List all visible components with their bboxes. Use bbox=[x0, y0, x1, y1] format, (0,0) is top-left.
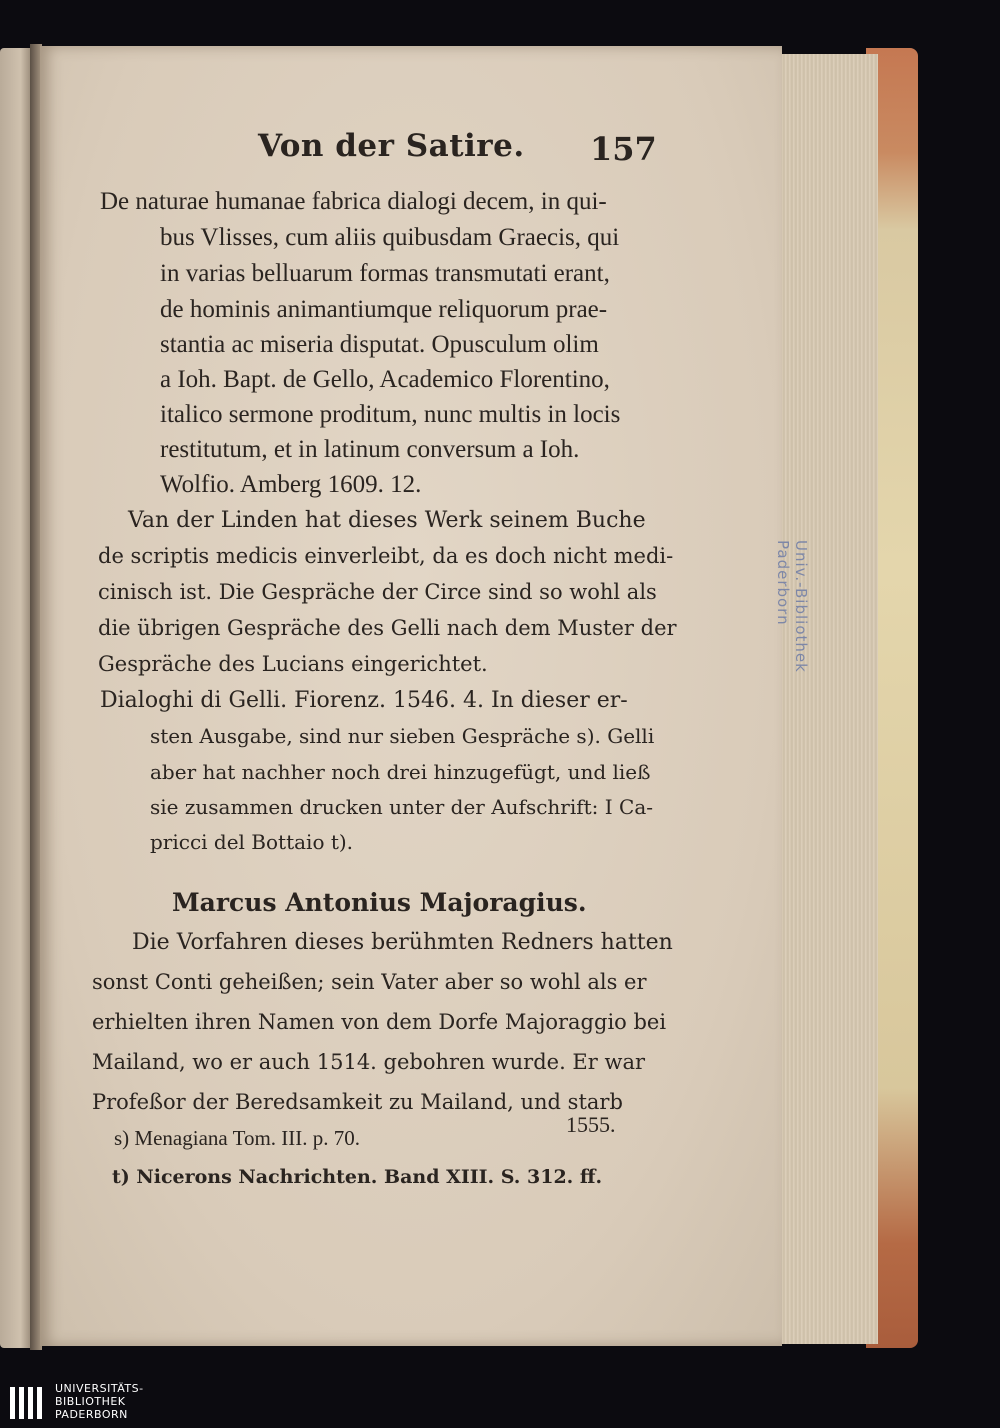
text-line: in varias belluarum formas transmutati erant, bbox=[160, 260, 610, 287]
text-line: italico sermone proditum, nunc multis in locis bbox=[160, 401, 621, 428]
text-line: aber hat nachher noch drei hinzugefügt, und ließ bbox=[150, 760, 651, 784]
text-line: bus Vlisses, cum aliis quibusdam Graecis, qui bbox=[160, 224, 620, 251]
text-line: Wolfio. Amberg 1609. 12. bbox=[160, 471, 422, 498]
library-stamp bbox=[762, 530, 842, 720]
text-line: Van der Linden hat dieses Werk seinem Buche bbox=[128, 508, 646, 533]
library-logo-icon bbox=[8, 1383, 48, 1423]
stamp-line-2: Paderborn bbox=[774, 540, 792, 626]
library-logo-text bbox=[55, 1382, 144, 1421]
text-line: die übrigen Gespräche des Gelli nach dem Muster der bbox=[98, 616, 677, 640]
text-line: sie zusammen drucken unter der Aufschrift: I Ca- bbox=[150, 795, 654, 819]
text-line: Profeßor der Beredsamkeit zu Mailand, und starb bbox=[92, 1090, 623, 1114]
logo-line-3: PADERBORN bbox=[55, 1408, 128, 1421]
text-line: sonst Conti geheißen; sein Vater aber so wohl als er bbox=[92, 970, 647, 994]
running-head: Von der Satire. bbox=[258, 128, 525, 164]
text-line: restitutum, et in latinum conversum a Ioh. bbox=[160, 436, 580, 463]
stamp-line-1: Univ.-Bibliothek bbox=[792, 540, 810, 673]
text-line: cinisch ist. Die Gespräche der Circe sind so wohl als bbox=[98, 580, 657, 604]
text-line: De naturae humanae fabrica dialogi decem, in qui- bbox=[100, 188, 607, 215]
text-line: Die Vorfahren dieses berühmten Redners hatten bbox=[132, 930, 673, 955]
logo-line-1: UNIVERSITÄTS- bbox=[55, 1382, 144, 1395]
text-line: pricci del Bottaio t). bbox=[150, 830, 354, 854]
text-line: Gespräche des Lucians eingerichtet. bbox=[98, 652, 488, 676]
catchword: 1555. bbox=[566, 1112, 616, 1137]
logo-line-2: BIBLIOTHEK bbox=[55, 1395, 126, 1408]
text-line: Dialoghi di Gelli. Fiorenz. 1546. 4. In dieser er- bbox=[100, 688, 628, 713]
section-heading: Marcus Antonius Majoragius. bbox=[172, 888, 587, 917]
footnote-t: t) Nicerons Nachrichten. Band XIII. S. 312. ff. bbox=[112, 1166, 603, 1188]
text-line: erhielten ihren Namen von dem Dorfe Majoraggio bei bbox=[92, 1010, 667, 1034]
text-line: a Ioh. Bapt. de Gello, Academico Florentino, bbox=[160, 366, 610, 393]
text-line: de scriptis medicis einverleibt, da es doch nicht medi- bbox=[98, 544, 674, 568]
text-line: stantia ac miseria disputat. Opusculum olim bbox=[160, 331, 599, 358]
text-line: de hominis animantiumque reliquorum prae- bbox=[160, 296, 608, 323]
footnote-s: s) Menagiana Tom. III. p. 70. bbox=[114, 1126, 361, 1150]
page-number: 157 bbox=[590, 130, 657, 168]
text-line: Mailand, wo er auch 1514. gebohren wurde. Er war bbox=[92, 1050, 646, 1074]
facing-page-edge bbox=[0, 48, 34, 1348]
text-line: sten Ausgabe, sind nur sieben Gespräche s). Gelli bbox=[150, 724, 655, 748]
footer-bar bbox=[0, 1378, 1000, 1428]
